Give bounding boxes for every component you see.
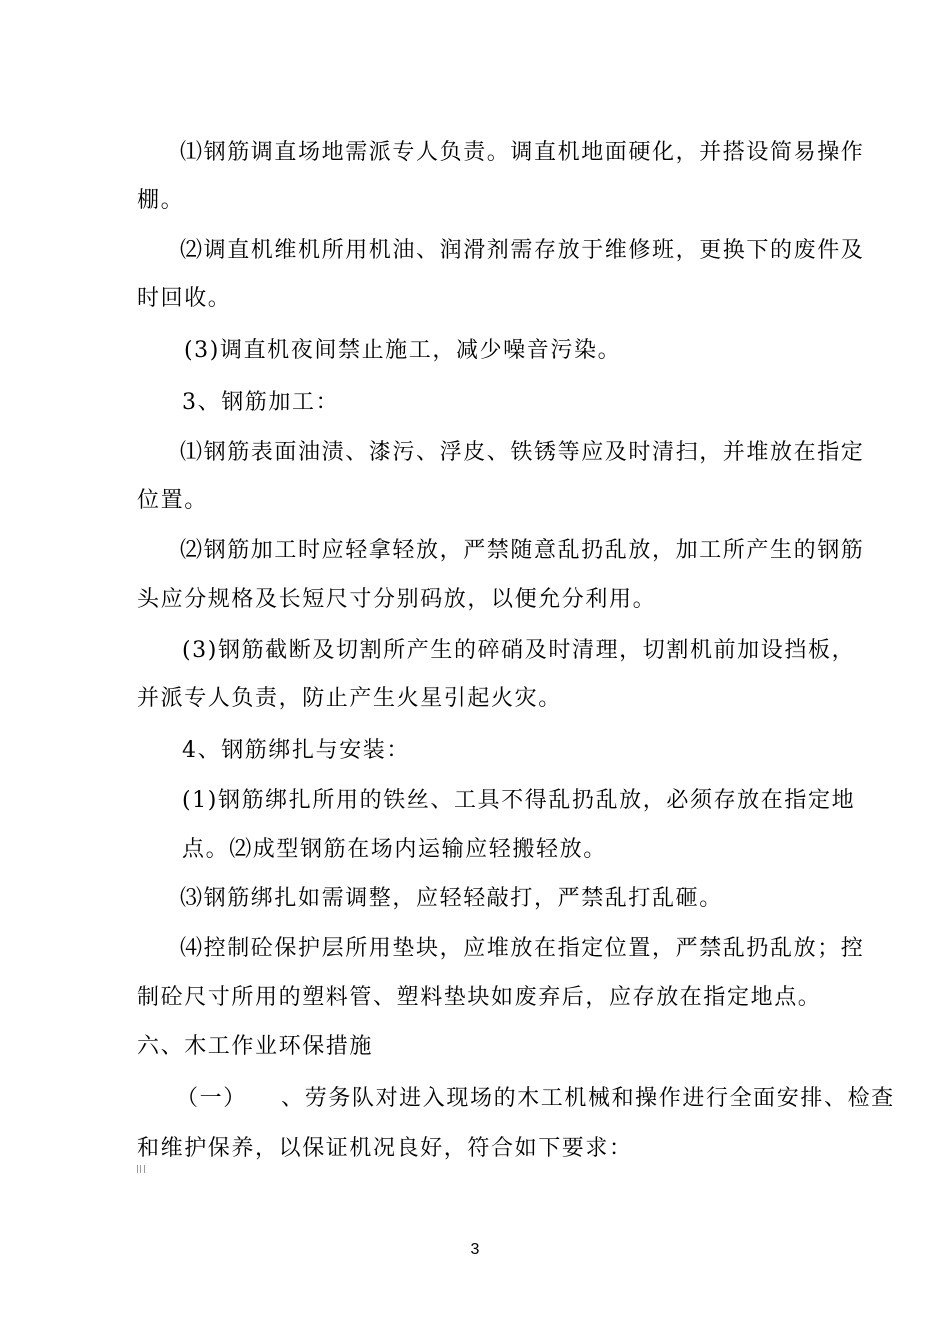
text-line-5: (3)调直机夜间禁止施工，减少噪音污染。 bbox=[184, 338, 622, 363]
text-line-3: ⑵调直机维机所用机油、润滑剂需存放于维修班，更换下的废件及 bbox=[180, 238, 865, 263]
text-line-14: (1)钢筋绑扎所用的铁丝、工具不得乱扔乱放，必须存放在指定地 bbox=[182, 788, 856, 813]
text-line-16: ⑶钢筋绑扎如需调整，应轻轻敲打，严禁乱打乱砸。 bbox=[180, 886, 723, 911]
text-line-10: 头应分规格及长短尺寸分别码放，以便允分利用。 bbox=[137, 587, 657, 612]
text-line-4: 时回收。 bbox=[137, 286, 232, 311]
text-line-11: (3)钢筋截断及切割所产生的碎硝及时清理，切割机前加设挡板， bbox=[182, 638, 856, 663]
text-line-1: ⑴钢筋调直场地需派专人负责。调直机地面硬化，并搭设简易操作 bbox=[180, 140, 865, 165]
text-line-12: 并派专人负责，防止产生火星引起火灾。 bbox=[137, 686, 562, 711]
text-line-18: 制砼尺寸所用的塑料管、塑料垫块如废弃后，应存放在指定地点。 bbox=[137, 985, 822, 1010]
section-heading-6: 六、木工作业环保措施 bbox=[137, 1034, 374, 1059]
text-line-20: （一） 、劳务队对进入现场的木工机械和操作进行全面安排、检查 bbox=[176, 1086, 895, 1111]
page-number: 3 bbox=[470, 1241, 480, 1258]
text-line-8: 位置。 bbox=[137, 488, 208, 513]
section-heading-3: 3、钢筋加工： bbox=[182, 390, 340, 415]
text-line-15: 点。⑵成型钢筋在场内运输应轻搬轻放。 bbox=[182, 837, 607, 862]
text-line-7: ⑴钢筋表面油渍、漆污、浮皮、铁锈等应及时清扫，并堆放在指定 bbox=[180, 440, 865, 465]
text-line-17: ⑷控制砼保护层所用垫块，应堆放在指定位置，严禁乱扔乱放；控 bbox=[180, 936, 865, 961]
text-line-2: 棚。 bbox=[137, 188, 185, 213]
text-line-21: 和维护保养，以保证机况良好，符合如下要求： bbox=[137, 1136, 633, 1161]
bookmark-marker bbox=[137, 1165, 145, 1173]
section-heading-4: 4、钢筋绑扎与安装： bbox=[182, 738, 410, 763]
text-line-9: ⑵钢筋加工时应轻拿轻放，严禁随意乱扔乱放，加工所产生的钢筋 bbox=[180, 538, 865, 563]
